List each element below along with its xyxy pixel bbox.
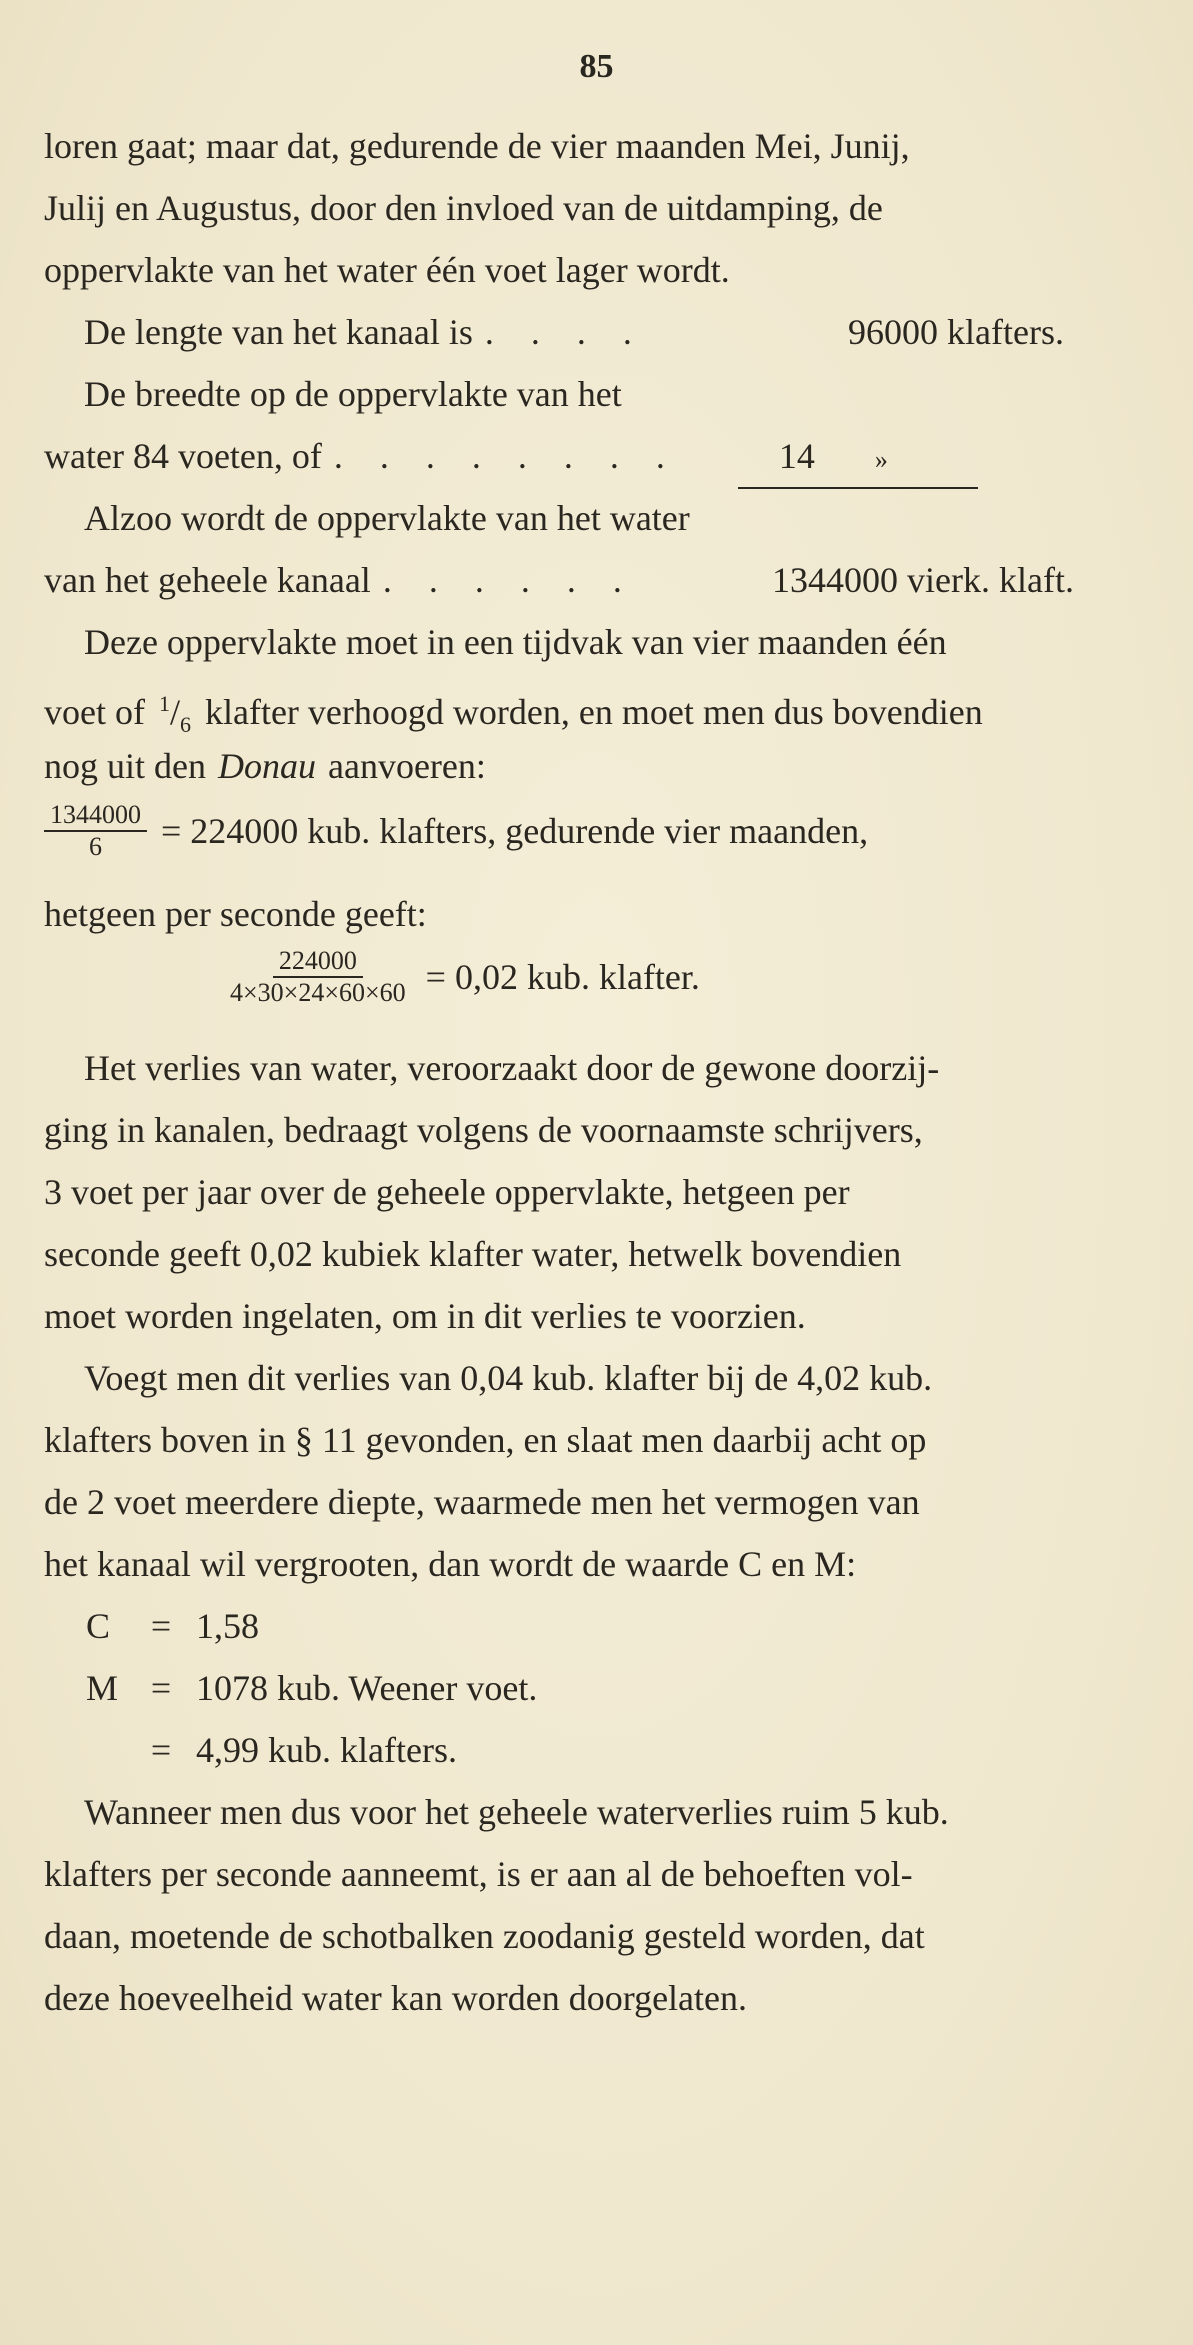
text-line: hetgeen per seconde geeft: <box>44 894 427 934</box>
equation-1 <box>44 800 1074 862</box>
fraction-inline: $^1/_6$ <box>158 691 191 738</box>
text-line: seconde geeft 0,02 kubiek klafter water, hetwelk bovendien <box>44 1234 902 1274</box>
equation-1-result: = 224000 kub. klafters, gedurende vier maanden, <box>161 811 869 851</box>
value-row <box>86 1595 537 1657</box>
equation-2-fraction <box>224 946 412 1008</box>
area-value: 1344000 vierk. klaft. <box>772 560 1074 600</box>
text-line: Julij en Augustus, door den invloed van de uitdamping, de <box>44 188 883 228</box>
fraction-denominator: 4×30×24×60×60 <box>230 978 406 1007</box>
length-label: De lengte van het kanaal is <box>84 312 473 352</box>
width-value: 14 <box>778 436 815 476</box>
width-row-2 <box>44 425 1074 487</box>
text-line <box>44 735 1074 797</box>
width-unit: » <box>874 445 888 474</box>
equation-followup <box>44 883 1074 945</box>
area-dots: . . . . . . <box>382 560 636 600</box>
paragraph-raise <box>44 611 1074 797</box>
value-symbol: C <box>86 1606 111 1646</box>
text-line: deze hoeveelheid water kan worden doorgelaten. <box>44 1978 748 2018</box>
area-row-1 <box>44 487 1074 549</box>
length-dots: . . . . <box>484 312 646 352</box>
value-equals: = <box>150 1606 172 1646</box>
text-line: klafters boven in § 11 gevonden, en slaat men daarbij acht op <box>44 1420 927 1460</box>
equation-2 <box>224 946 700 1008</box>
area-label-line2: van het geheele kanaal <box>44 560 371 600</box>
paragraph-total <box>44 1347 1074 1595</box>
text-line: oppervlakte van het water één voet lager wordt. <box>44 250 730 290</box>
text-line: moet worden ingelaten, om in dit verlies te voorzien. <box>44 1296 806 1336</box>
fraction-numerator: 1 <box>158 691 170 716</box>
value-amount: 1,58 <box>196 1606 259 1646</box>
fraction-denominator: 6 <box>179 712 191 738</box>
page-number: 85 <box>579 48 614 85</box>
area-label-line1: Alzoo wordt de oppervlakte van het water <box>84 498 690 538</box>
width-label-line2: water 84 voeten, of <box>44 436 322 476</box>
equation-1-fraction <box>44 800 147 862</box>
paragraph-intro <box>44 115 1074 301</box>
width-dots: . . . . . . . . <box>333 436 679 476</box>
text-fragment: nog uit den <box>44 746 206 786</box>
width-row-1 <box>44 363 1074 425</box>
text-line: de 2 voet meerdere diepte, waarmede men het vermogen van <box>44 1482 920 1522</box>
paragraph-conclusion <box>44 1781 1074 2029</box>
text-line: Deze oppervlakte moet in een tijdvak van vier maanden één <box>84 622 947 662</box>
fraction-numerator: 224000 <box>273 946 363 978</box>
equation-2-result: = 0,02 kub. klafter. <box>425 957 700 997</box>
fraction-denominator: 6 <box>89 832 102 861</box>
value-row <box>86 1657 537 1719</box>
fraction-numerator: 1344000 <box>44 800 147 832</box>
italic-word: Donau <box>217 746 316 786</box>
text-fragment: voet of <box>44 692 145 732</box>
text-line: loren gaat; maar dat, gedurende de vier maanden Mei, Junij, <box>44 126 910 166</box>
text-line: Wanneer men dus voor het geheele waterverlies ruim 5 kub. <box>84 1792 949 1832</box>
value-row <box>86 1719 537 1781</box>
text-line: 3 voet per jaar over de geheele oppervlakte, hetgeen per <box>44 1172 850 1212</box>
text-line: het kanaal wil vergrooten, dan wordt de waarde C en M: <box>44 1544 857 1584</box>
value-amount: 4,99 kub. klafters. <box>196 1730 457 1770</box>
text-line: klafters per seconde aanneemt, is er aan al de behoeften vol- <box>44 1854 913 1894</box>
length-value: 96000 klafters. <box>848 312 1064 352</box>
text-line: Voegt men dit verlies van 0,04 kub. klafter bij de 4,02 kub. <box>84 1358 933 1398</box>
text-fragment: aanvoeren: <box>327 746 486 786</box>
value-equals: = <box>150 1730 172 1770</box>
sum-rule <box>738 487 978 489</box>
paragraph-seepage <box>44 1037 1074 1347</box>
text-line: Het verlies van water, veroorzaakt door de gewone doorzij- <box>84 1048 940 1088</box>
text-line <box>44 673 1074 738</box>
value-symbol: M <box>86 1668 119 1708</box>
value-equals: = <box>150 1668 172 1708</box>
dimension-list <box>44 301 1074 611</box>
text-line: daan, moetende de schotbalken zoodanig gesteld worden, dat <box>44 1916 925 1956</box>
value-amount: 1078 kub. Weener voet. <box>196 1668 538 1708</box>
text-line: ging in kanalen, bedraagt volgens de voornaamste schrijvers, <box>44 1110 923 1150</box>
value-list <box>86 1595 537 1781</box>
area-row-2 <box>44 549 1074 611</box>
text-fragment: klafter verhoogd worden, en moet men dus bovendien <box>204 692 983 732</box>
length-row <box>44 301 1074 363</box>
width-label-line1: De breedte op de oppervlakte van het <box>84 374 622 414</box>
